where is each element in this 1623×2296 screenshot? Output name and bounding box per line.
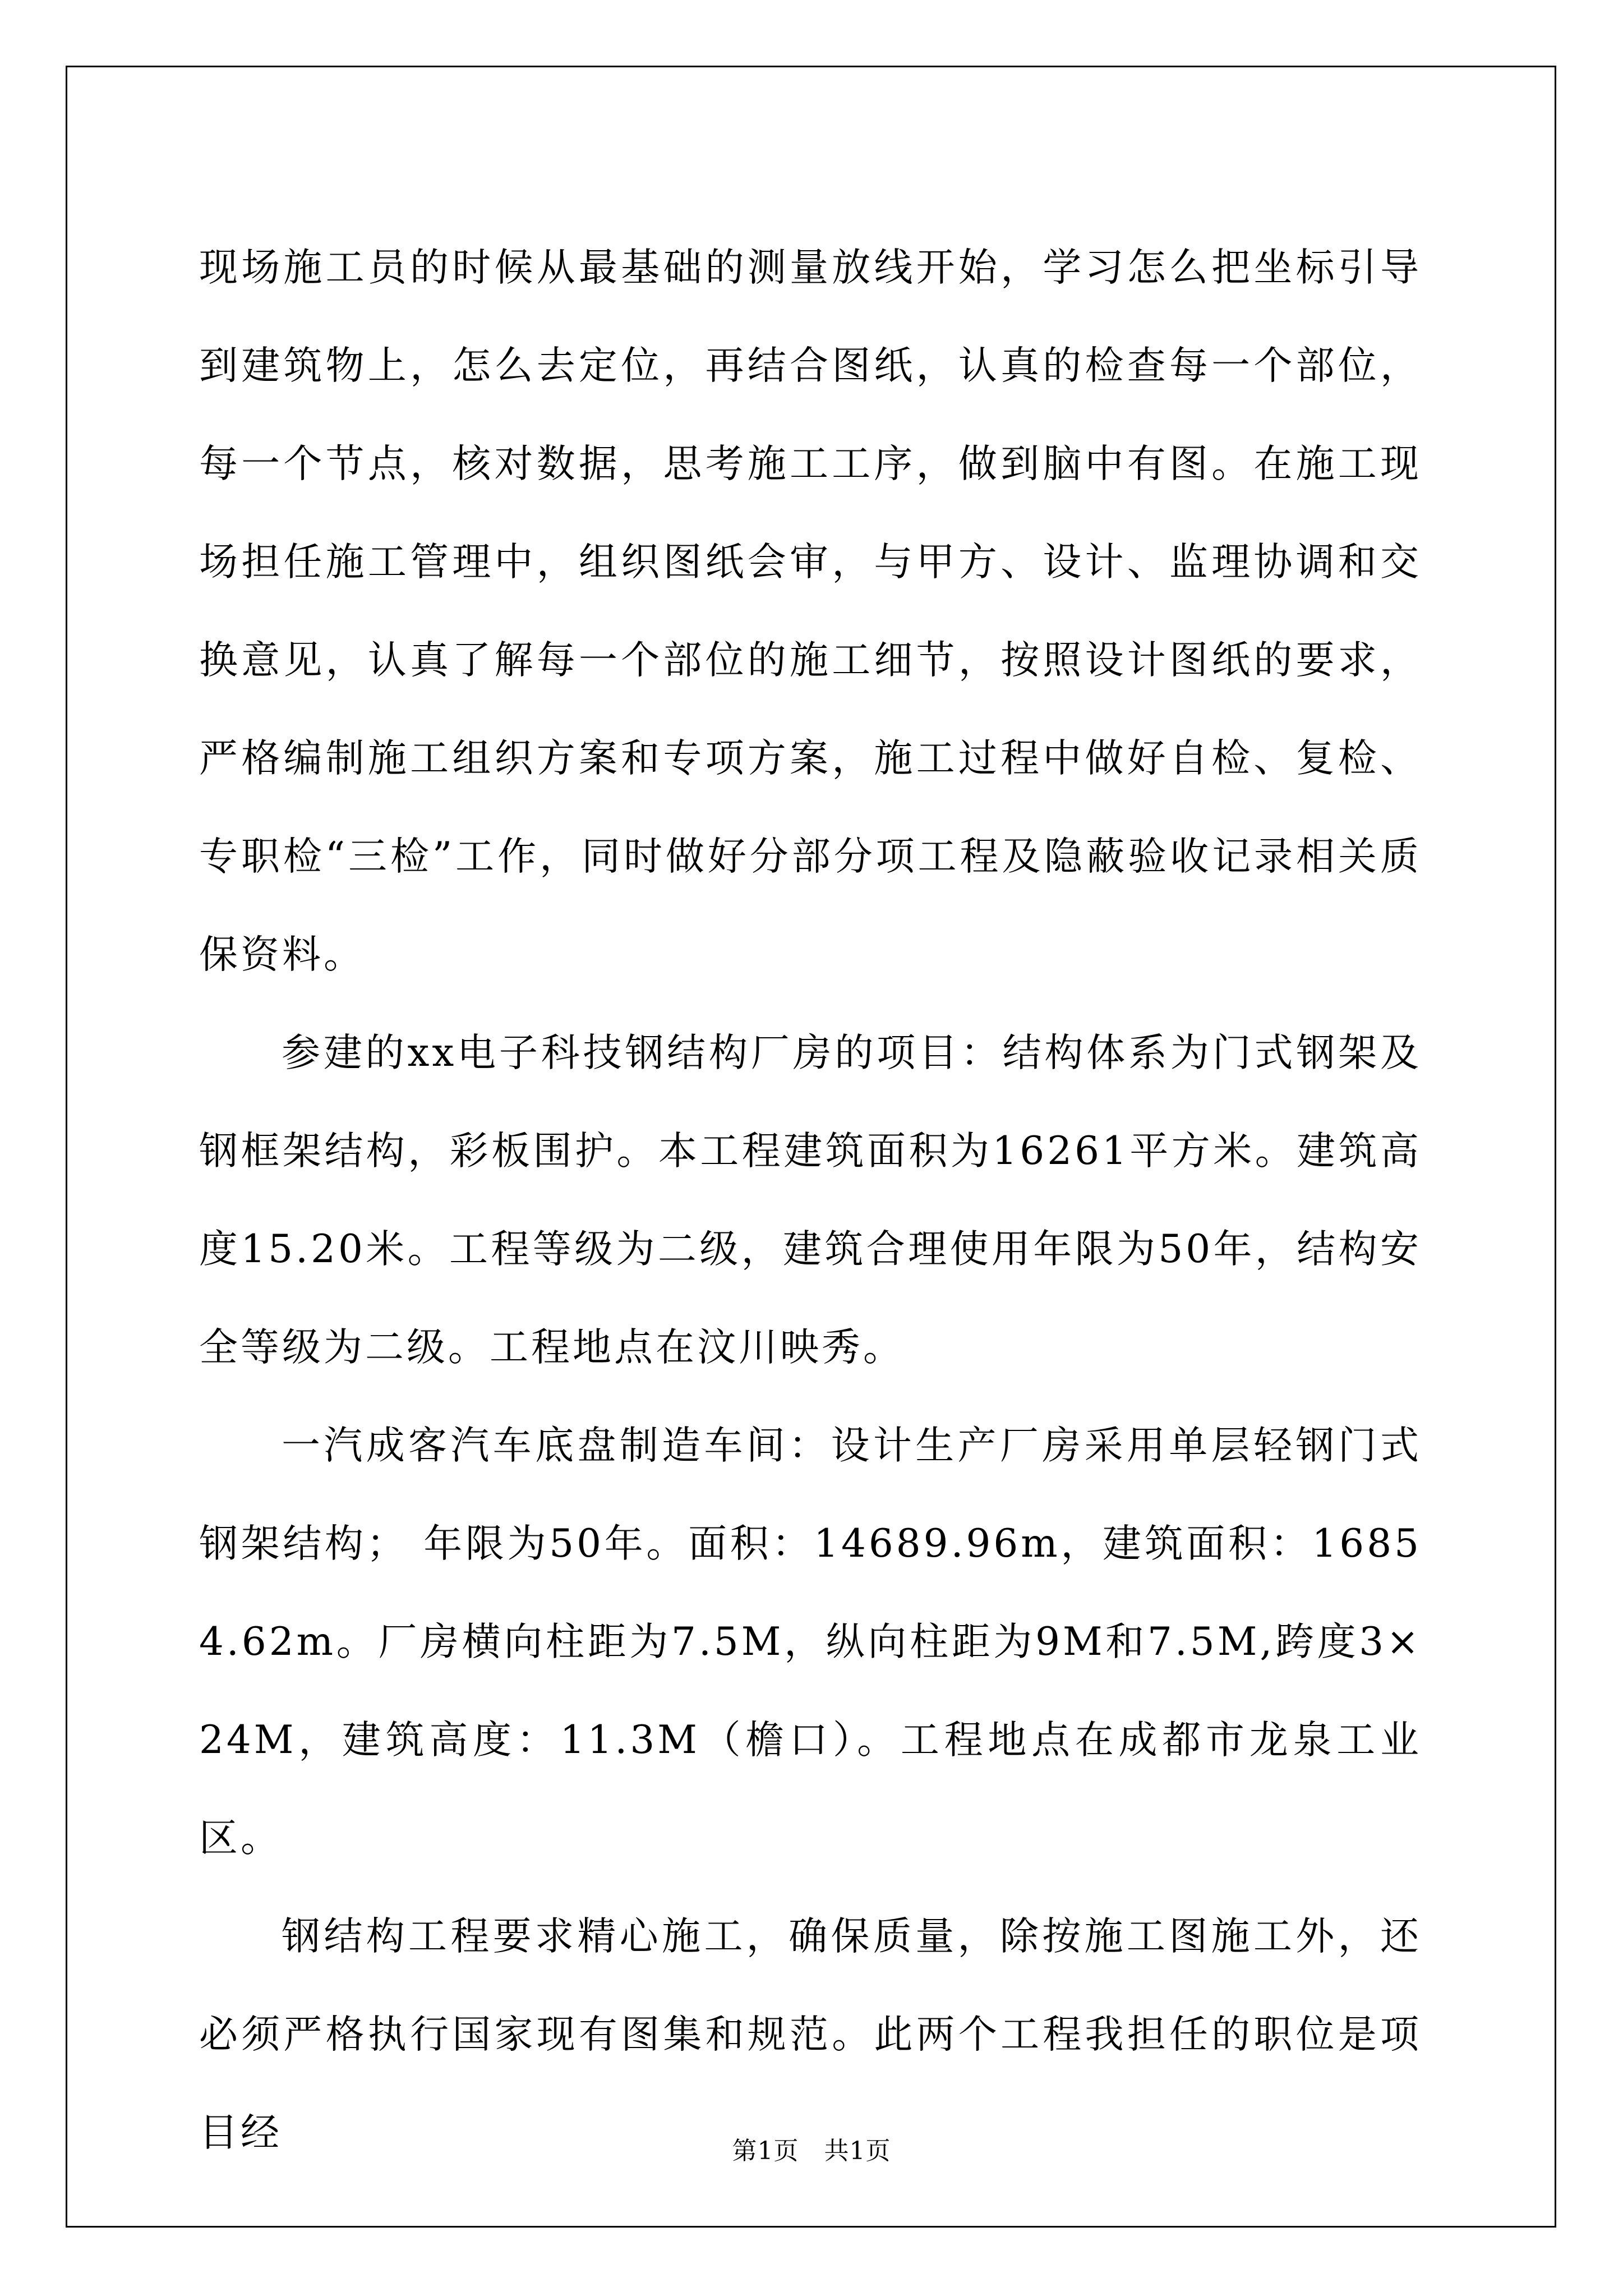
page-footer	[0, 2134, 1623, 2168]
paragraph-1: 现场施工员的时候从最基础的测量放线开始，学习怎么把坐标引导到建筑物上，怎么去定位，再结合图纸，认真的检查每一个部位，每一个节点，核对数据，思考施工工序，做到脑中有图。在施工现场担任施工管理中，组织图纸会审，与甲方、设计、监理协调和交换意见，认真了解每一个部位的施工细节，按照设计图纸的要求，严格编制施工组织方案和专项方案，施工过程中做好自检、复检、专职检“三检”工作，同时做好分部分项工程及隐蔽验收记录相关质保资料。	[199, 245, 1422, 977]
page-number-label: 第1页 共1页	[732, 2137, 891, 2165]
paragraph-3: 一汽成客汽车底盘制造车间：设计生产厂房采用单层轻钢门式钢架结构； 年限为50年。面积：14689.96m，建筑面积：16854.62m。厂房横向柱距为7.5M，纵向柱距为9M和7.5M,跨度3×24M，建筑高度：11.3M（檐口）。工程地点在成都市龙泉工业区。	[199, 1423, 1422, 1861]
paragraph-4: 钢结构工程要求精心施工，确保质量，除按施工图施工外，还必须严格执行国家现有图集和规范。此两个工程我担任的职位是项目经	[199, 1914, 1422, 2155]
document-body	[199, 219, 1422, 2182]
paragraph-2: 参建的xx电子科技钢结构厂房的项目：结构体系为门式钢架及钢框架结构，彩板围护。本工程建筑面积为16261平方米。建筑高度15.20米。工程等级为二级，建筑合理使用年限为50年，结构安全等级为二级。工程地点在汶川映秀。	[199, 1030, 1422, 1370]
